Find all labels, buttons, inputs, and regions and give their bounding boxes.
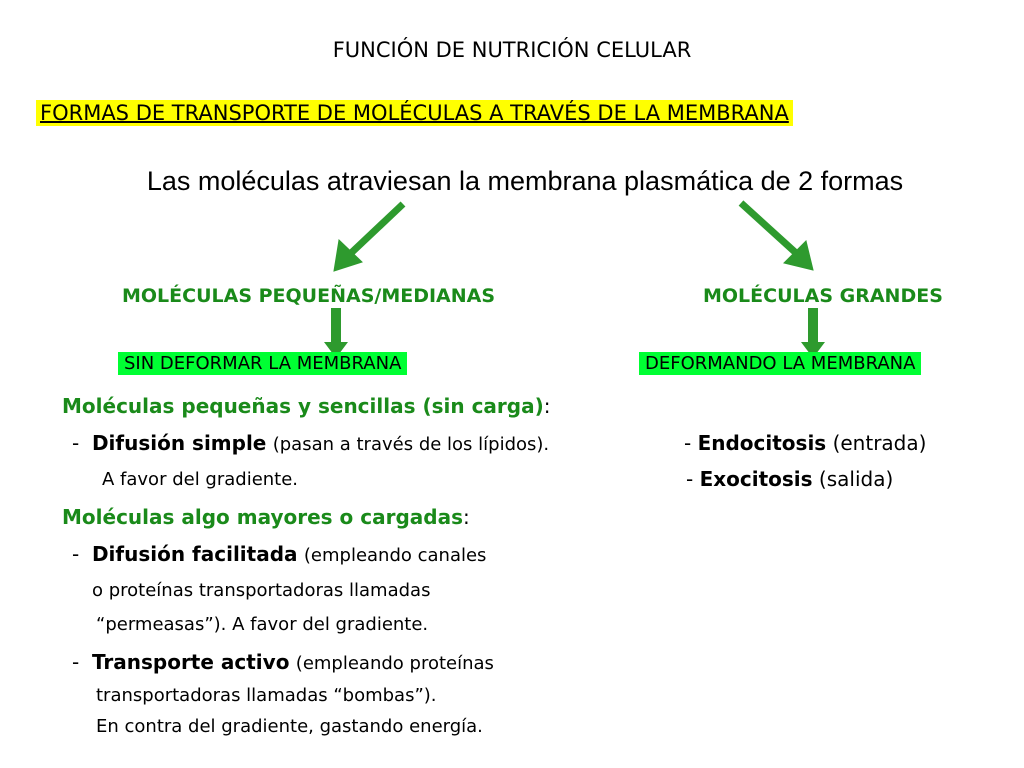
endo-term: Endocitosis	[697, 431, 827, 455]
intro-text: Las moléculas atraviesan la membrana plasmática de 2 formas	[146, 166, 904, 196]
endo-desc: (entrada)	[832, 431, 927, 455]
active-desc1: (empleando proteínas	[295, 653, 494, 674]
exo-desc: (salida)	[818, 467, 894, 491]
dash: -	[72, 650, 80, 674]
diff-fac-desc1: (empleando canales	[303, 545, 487, 566]
dash: -	[72, 431, 80, 455]
vertical-arrow-right	[808, 308, 818, 342]
endo-line	[684, 431, 926, 455]
diagonal-arrow-left	[350, 204, 403, 254]
dash: -	[72, 542, 80, 566]
active-term: Transporte activo	[91, 650, 290, 674]
diff-fac-desc3: “permeasas”). A favor del gradiente.	[96, 614, 429, 635]
group2-line	[62, 505, 470, 529]
diff-simple-line	[72, 431, 549, 455]
diff-simple-favor: A favor del gradiente.	[102, 469, 299, 490]
vertical-arrow-left	[331, 308, 341, 342]
diff-fac-line	[72, 542, 486, 566]
exo-term: Exocitosis	[699, 467, 813, 491]
exo-line	[686, 467, 893, 491]
left-heading: MOLÉCULAS PEQUEÑAS/MEDIANAS	[122, 285, 496, 307]
page-title: FUNCIÓN DE NUTRICIÓN CELULAR	[332, 38, 692, 62]
diff-fac-term: Difusión facilitada	[91, 542, 298, 566]
dash: -	[686, 467, 694, 491]
diff-simple-desc: (pasan a través de los lípidos).	[272, 434, 550, 455]
left-box: SIN DEFORMAR LA MEMBRANA	[118, 352, 407, 375]
diff-fac-desc2: o proteínas transportadoras llamadas	[92, 580, 431, 601]
group2-heading: Moléculas algo mayores o cargadas	[62, 505, 463, 529]
group1-line	[62, 394, 551, 418]
subtitle: FORMAS DE TRANSPORTE DE MOLÉCULAS A TRAVÉS DE LA MEMBRANA	[36, 100, 793, 126]
group1-heading: Moléculas pequeñas y sencillas (sin carga)	[62, 394, 544, 418]
dash: -	[684, 431, 692, 455]
active-desc3: En contra del gradiente, gastando energía.	[96, 716, 483, 737]
group2-colon: :	[463, 505, 470, 529]
group1-colon: :	[543, 394, 551, 418]
active-line	[72, 650, 494, 674]
active-desc2: transportadoras llamadas “bombas”).	[96, 685, 437, 706]
right-heading: MOLÉCULAS GRANDES	[703, 285, 943, 307]
right-box: DEFORMANDO LA MEMBRANA	[639, 352, 921, 375]
diagonal-arrow-right	[741, 203, 796, 253]
diff-simple-term: Difusión simple	[91, 431, 267, 455]
